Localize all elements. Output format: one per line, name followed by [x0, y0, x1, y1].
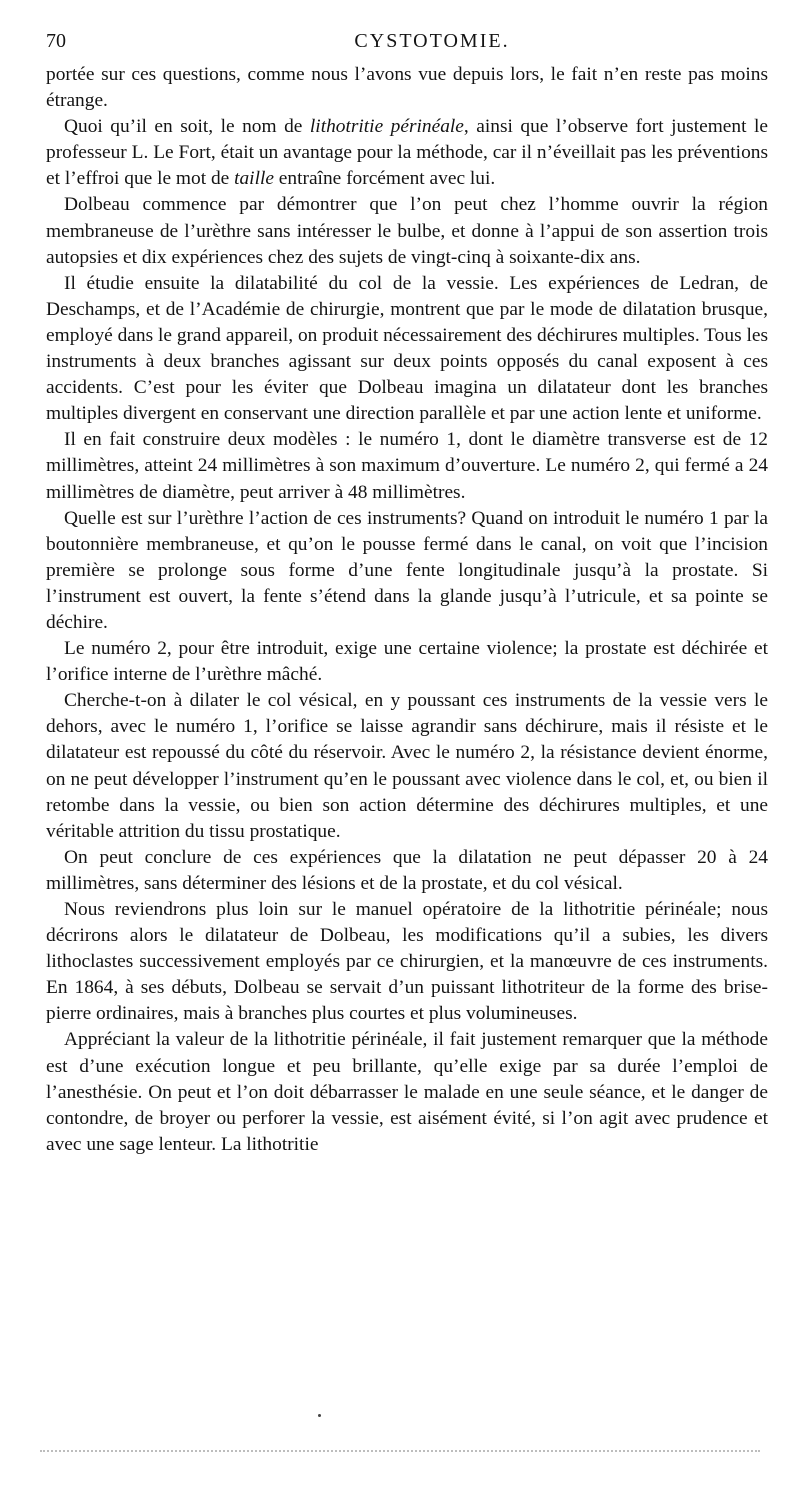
text-run: Le numéro 2, pour être introduit, exige une certaine violence; la prostate est déchirée et l’orifice interne de l’urèthre mâché.	[46, 638, 768, 686]
paragraph	[46, 1027, 768, 1157]
stray-dot	[318, 1414, 321, 1417]
paragraph	[46, 688, 768, 845]
paragraph	[46, 271, 768, 428]
page-header	[46, 30, 768, 60]
text-run: Quelle est sur l’urèthre l’action de ces instruments? Quand on introduit le numéro 1 par la boutonnière membraneuse, et qu’on le pousse fermé dans le canal, on voit que l’incision première se prolonge sous forme d’une fente longitudinale jusqu’à la prostate. Si l’instrument est ouvert, la fente s’étend dans la glande jusqu’à l’utricule, et sa pointe se déchire.	[46, 507, 768, 633]
paragraph	[46, 114, 768, 192]
italic-term: taille	[234, 168, 274, 190]
text-run: Nous reviendrons plus loin sur le manuel opératoire de la lithotritie périnéale; nous décrirons alors le dilatateur de Dolbeau, les modifications qu’il a subies, les divers lithoclastes successivement employés par ce chirurgien, et la manœuvre de ces instruments. En 1864, à ses débuts, Dolbeau se servait d’un puissant lithotriteur de la forme des brise-pierre ordinaires, mais à branches plus courtes et plus volumineuses.	[46, 899, 768, 1025]
text-run: , ainsi que l’observe fort justement le professeur L. Le Fort, était un avantage pour la méthode, car il n’éveillait pas les préventions et l’effroi que le mot de	[46, 116, 768, 190]
faded-footer-line	[40, 1450, 760, 1452]
text-run: Il étudie ensuite la dilatabilité du col de la vessie. Les expériences de Ledran, de Deschamps, et de l’Académie de chirurgie, montrent que par le mode de dilatation brusque, employé dans le grand appareil, on produit nécessairement des déchirures multiples. Tous les instruments à deux branches agissant sur deux points opposés du canal exposent à ces accidents. C’est pour les éviter que Dolbeau imagina un dilatateur dont les branches multiples divergent en conservant une direction parallèle et par une action lente et uniforme.	[46, 272, 768, 425]
paragraph	[46, 897, 768, 1027]
paragraph	[46, 62, 768, 114]
text-run: On peut conclure de ces expériences que la dilatation ne peut dépasser 20 à 24 millimètres, sans déterminer des lésions et de la prostate, et du col vésical.	[46, 846, 768, 894]
italic-term: lithotritie périnéale	[309, 116, 464, 138]
text-run: Dolbeau commence par démontrer que l’on peut chez l’homme ouvrir la région membraneuse de l’urèthre sans intéresser le bulbe, et donne à l’appui de son assertion trois autopsies et dix expériences chez des sujets de vingt-cinq à soixante-dix ans.	[46, 194, 768, 268]
text-run: Il en fait construire deux modèles : le numéro 1, dont le diamètre transverse est de 12 millimètres, atteint 24 millimètres à son maximum d’ouverture. Le numéro 2, qui fermé a 24 millimètres de diamètre, peut arriver à 48 millimètres.	[46, 429, 768, 503]
text-run: entraîne forcément avec lui.	[273, 168, 496, 190]
running-title: CYSTOTOMIE.	[354, 30, 510, 52]
page-number: 70	[46, 30, 66, 52]
paragraph	[46, 636, 768, 688]
paragraph	[46, 427, 768, 505]
text-run: Cherche-t-on à dilater le col vésical, en y poussant ces instruments de la vessie vers le dehors, avec le numéro 1, l’orifice se laisse agrandir sans déchirure, mais il résiste et le dilatateur est repoussé du côté du réservoir. Avec le numéro 2, la résistance devient énorme, on ne peut développer l’instrument qu’en le poussant avec violence dans le col, et, ou bien il retombe dans la vessie, ou bien son action détermine des déchirures multiples, et une véritable attrition du tissu prostatique.	[46, 690, 768, 842]
text-run: Quoi qu’il en soit, le nom de	[64, 116, 310, 138]
paragraph	[46, 192, 768, 270]
body-text	[46, 62, 768, 1158]
text-run: portée sur ces questions, comme nous l’avons vue depuis lors, le fait n’en reste pas moins étrange.	[46, 64, 768, 112]
paragraph	[46, 845, 768, 897]
text-run: Appréciant la valeur de la lithotritie périnéale, il fait justement remarquer que la méthode est d’une exécution longue et peu brillante, qu’elle exige par sa durée l’emploi de l’anesthésie. On peut et l’on doit débarrasser le malade en une seule séance, et le danger de contondre, de broyer ou perforer la vessie, est aisément évité, si l’on agit avec prudence et avec une sage lenteur. La lithotritie	[46, 1029, 768, 1155]
paragraph	[46, 506, 768, 636]
